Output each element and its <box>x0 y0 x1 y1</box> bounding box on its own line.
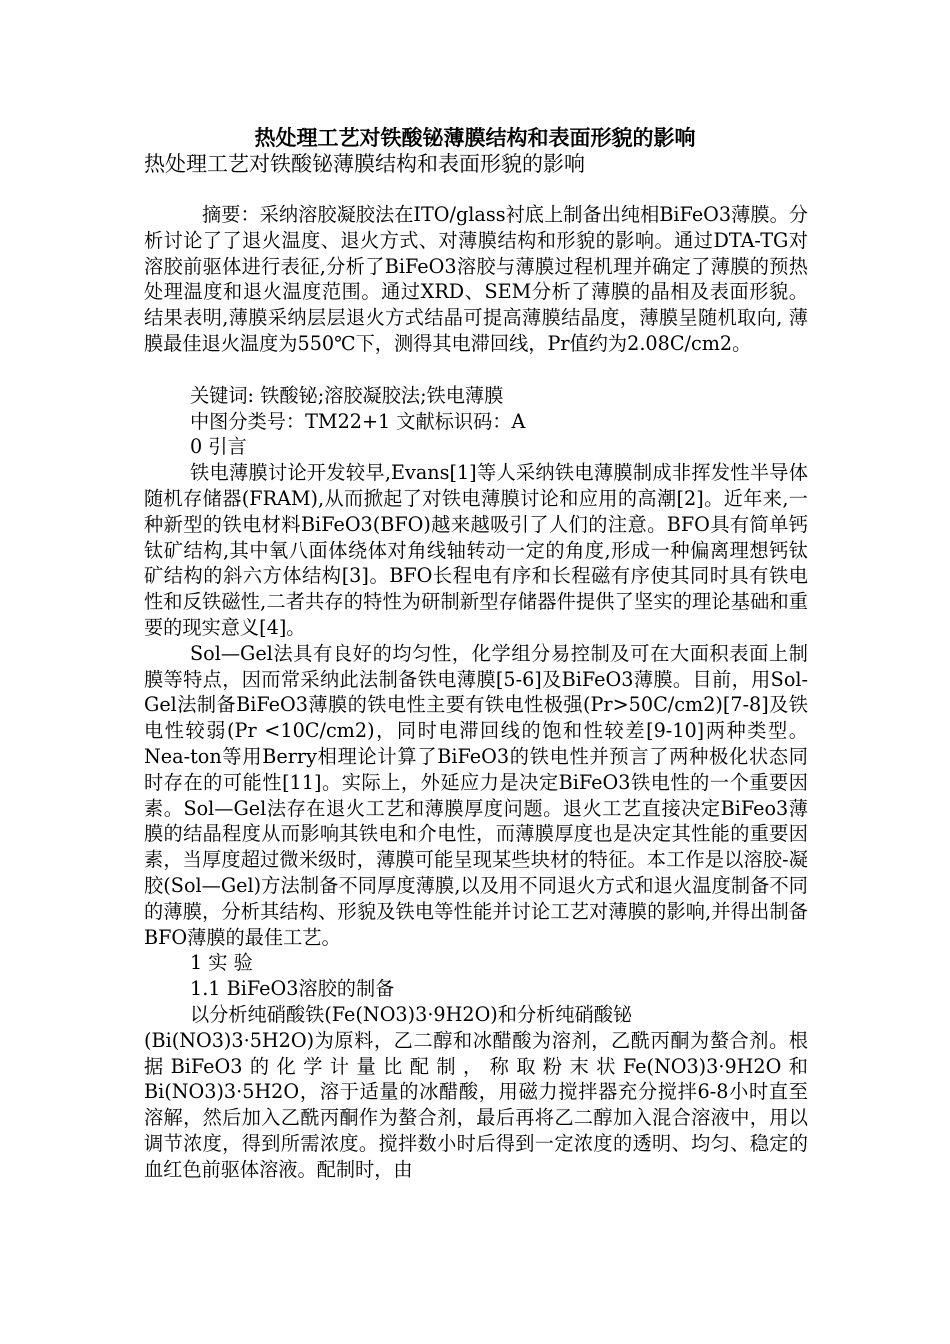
keywords-line: 关键词: 铁酸铋;溶胶凝胶法;铁电薄膜 <box>190 383 504 407</box>
spacer <box>144 357 808 383</box>
classification-line: 中图分类号：TM22+1 文献标识码：A <box>190 409 526 433</box>
document-subtitle: 热处理工艺对铁酸铋薄膜结构和表面形貌的影响 <box>144 152 585 176</box>
experiment-paragraph: (Bi(NO3)3·5H2O)为原料，乙二醇和冰醋酸为溶剂，乙酰丙酮为螯合剂。根据BiFeO3的化学计量比配制，称取粉末状Fe(NO3)3·9H2O和Bi(NO3)3·5H2O，溶于适量的冰醋酸，用磁力搅拌器充分搅拌6-8小时直至溶解，然后加入乙酰丙酮作为螯合剂，最后再将乙二醇加入混合溶液中，用以调节浓度，得到所需浓度。搅拌数小时后得到一定浓度的透明、均匀、稳定的血红色前驱体溶液。配制时，由 <box>144 1028 808 1181</box>
document-body <box>144 202 808 1182</box>
section-heading-experiment: 1 实 验 <box>190 951 253 975</box>
section-heading-introduction: 0 引言 <box>190 435 247 459</box>
intro-paragraph-1: 铁电薄膜讨论开发较早,Evans[1]等人采纳铁电薄膜制成非挥发性半导体随机存储器(FRAM),从而掀起了对铁电薄膜讨论和应用的高潮[2]。近年来,一种新型的铁电材料BiFeO3(BFO)越来越吸引了人们的注意。BFO具有简单钙钛矿结构,其中氧八面体绕体对角线轴转动一定的角度,形成一种偏离理想钙钛矿结构的斜六方体结构[3]。BFO长程电有序和长程磁有序使其同时具有铁电性和反铁磁性,二者共存的特性为研制新型存储器件提供了坚实的理论基础和重要的现实意义[4]。 <box>144 461 808 639</box>
intro-paragraph-2: Sol—Gel法具有良好的均匀性，化学组分易控制及可在大面积表面上制膜等特点，因而常采纳此法制备铁电薄膜[5-6]及BiFeO3薄膜。目前，用Sol-Gel法制备BiFeO3薄膜的铁电性主要有铁电性极强(Pr>50C/cm2)[7-8]及铁电性较弱(Pr <10C/cm2)，同时电滞回线的饱和性较差[9-10]两种类型。Nea-ton等用Berry相理论计算了BiFeO3的铁电性并预言了两种极化状态同时存在的可能性[11]。实际上，外延应力是决定BiFeO3铁电性的一个重要因素。Sol—Gel法存在退火工艺和薄膜厚度问题。退火工艺直接决定BiFeo3薄膜的结晶程度从而影响其铁电和介电性，而薄膜厚度也是决定其性能的重要因素，当厚度超过微米级时，薄膜可能呈现某些块材的特征。本工作是以溶胶-凝胶(Sol—Gel)方法制备不同厚度薄膜,以及用不同退火方式和退火温度制备不同的薄膜，分析其结构、形貌及铁电等性能并讨论工艺对薄膜的影响,并得出制备BFO薄膜的最佳工艺。 <box>144 641 808 949</box>
experiment-line-1: 以分析纯硝酸铁(Fe(NO3)3·9H2O)和分析纯硝酸铋 <box>190 1002 633 1026</box>
document-title: 热处理工艺对铁酸铋薄膜结构和表面形貌的影响 <box>254 125 696 150</box>
subsection-heading-sol-preparation: 1.1 BiFeO3溶胶的制备 <box>190 977 395 1001</box>
abstract-paragraph: 摘要：采纳溶胶凝胶法在ITO/glass衬底上制备出纯相BiFeO3薄膜。分析讨论了了退火温度、退火方式、对薄膜结构和形貌的影响。通过DTA-TG对溶胶前驱体进行表征,分析了BiFeO3溶胶与薄膜过程机理并确定了薄膜的预热处理温度和退火温度范围。通过XRD、SEM分析了薄膜的晶相及表面形貌。结果表明,薄膜采纳层层退火方式结晶可提高薄膜结晶度，薄膜呈随机取向, 薄膜最佳退火温度为550℃下，测得其电滞回线，Pr值约为2.08C/cm2。 <box>144 203 808 355</box>
